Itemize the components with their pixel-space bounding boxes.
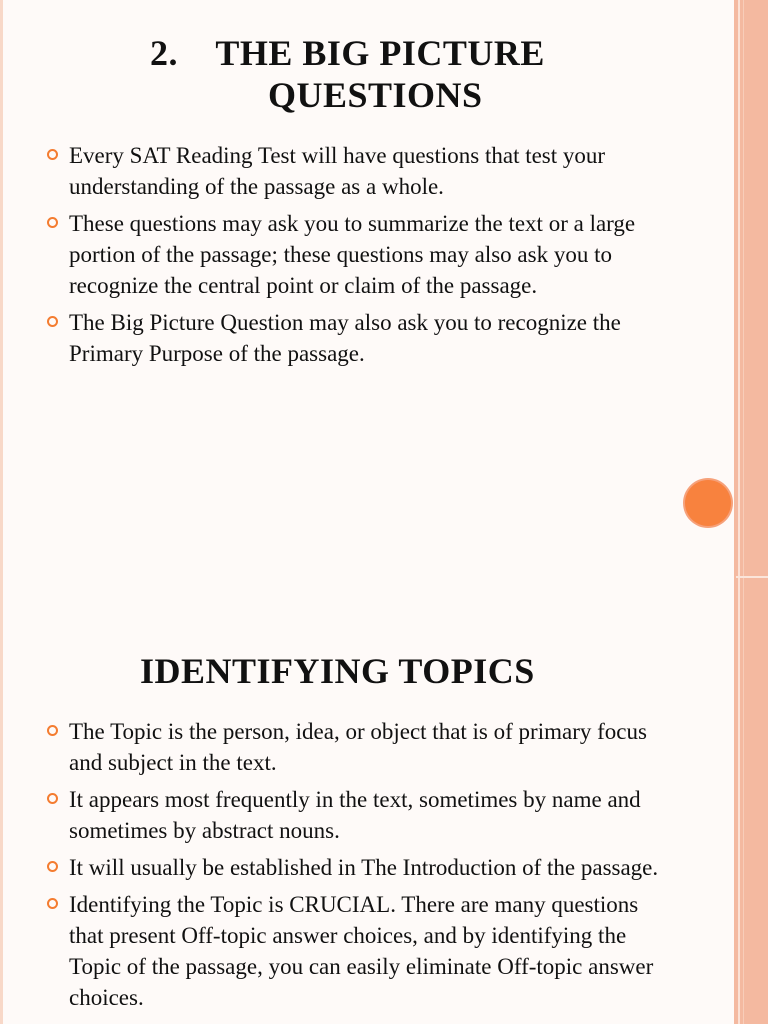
- slide-2-bullet-list: [46, 716, 666, 1019]
- bullet-text: The Topic is the person, idea, or object that is of primary focus and subject in the text.: [69, 719, 647, 775]
- list-item: [46, 784, 666, 846]
- slide-1-title-line-2: QUESTIONS: [268, 75, 483, 115]
- circle-bullet-icon: [47, 316, 58, 327]
- bullet-text: Identifying the Topic is CRUCIAL. There are many questions that present Off-topic answer choices, and by identifying the Topic of the passage, you can easily eliminate Off-topic answer choices.: [69, 892, 654, 1010]
- bullet-text: These questions may ask you to summarize the text or a large portion of the passage; these questions may also ask you to recognize the central point or claim of the passage.: [69, 211, 636, 298]
- circle-bullet-icon: [47, 149, 58, 160]
- bullet-text: It will usually be established in The Introduction of the passage.: [69, 855, 659, 880]
- list-item: [46, 852, 666, 883]
- bullet-text: It appears most frequently in the text, sometimes by name and sometimes by abstract nouns.: [69, 787, 641, 843]
- right-band-stripe-2: [743, 0, 744, 1024]
- circle-bullet-icon: [47, 793, 58, 804]
- list-item: [46, 716, 666, 778]
- list-item: [46, 208, 666, 301]
- right-band-stripe: [738, 0, 740, 1024]
- left-border: [0, 0, 3, 1024]
- slide-divider: [736, 576, 768, 578]
- bullet-text: Every SAT Reading Test will have questions that test your understanding of the passage as a whole.: [69, 143, 606, 199]
- bullet-text: The Big Picture Question may also ask you to recognize the Primary Purpose of the passage.: [69, 310, 621, 366]
- circle-bullet-icon: [47, 898, 58, 909]
- circle-bullet-icon: [47, 861, 58, 872]
- slide-1-bullet-list: [46, 140, 666, 375]
- slide-2-title: IDENTIFYING TOPICS: [140, 651, 535, 691]
- circle-bullet-icon: [47, 217, 58, 228]
- list-item: [46, 307, 666, 369]
- orange-circle-decoration: [685, 480, 731, 526]
- list-item: [46, 889, 666, 1013]
- slide-1-title-line-1: 2. THE BIG PICTURE: [150, 33, 545, 73]
- circle-bullet-icon: [47, 725, 58, 736]
- list-item: [46, 140, 666, 202]
